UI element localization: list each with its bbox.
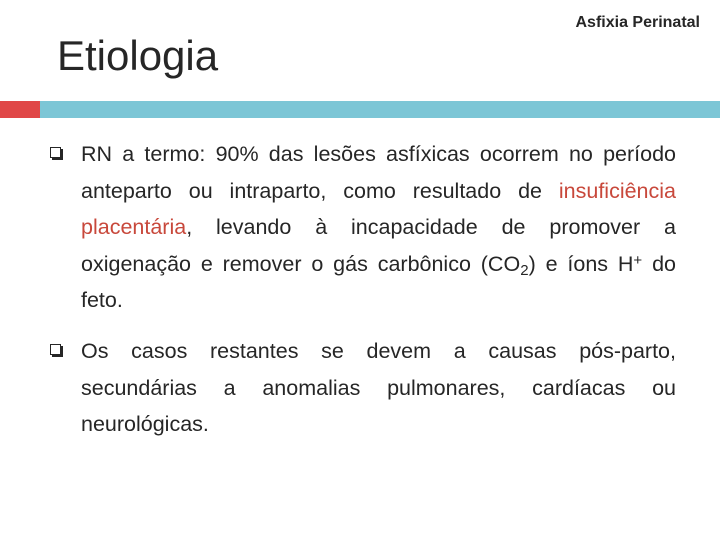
bullet-text: Os casos restantes se devem a causas pós-parto, secundárias a anomalias pulmonares, cardíacas ou neurológicas.: [81, 338, 676, 437]
superscript: +: [633, 251, 643, 269]
subscript: 2: [520, 261, 529, 279]
bullet-text-part: ) e íons H: [528, 251, 634, 276]
divider-accent: [0, 101, 40, 118]
title-divider: [0, 101, 720, 118]
bullet-text-part: RN a termo: 90% das lesões asfíxicas ocorrem no período anteparto ou intraparto, como resultado de: [81, 142, 676, 203]
bullet-text-part: do feto.: [81, 251, 676, 313]
header-label: Asfixia Perinatal: [575, 14, 700, 31]
highlighted-term: insuficiência placentária: [81, 178, 676, 240]
bullet-text-part: , levando à incapacidade de promover a oxigenação e remover o gás carbônico (CO: [81, 215, 676, 276]
bullet-text: [81, 142, 676, 312]
square-bullet-icon: [50, 344, 61, 355]
bullet-list: [50, 136, 676, 457]
divider-bar: [40, 101, 720, 118]
square-bullet-icon: [50, 147, 61, 158]
bullet-item: [50, 136, 676, 319]
slide-title: Etiologia: [57, 32, 219, 79]
bullet-item: [50, 333, 676, 443]
